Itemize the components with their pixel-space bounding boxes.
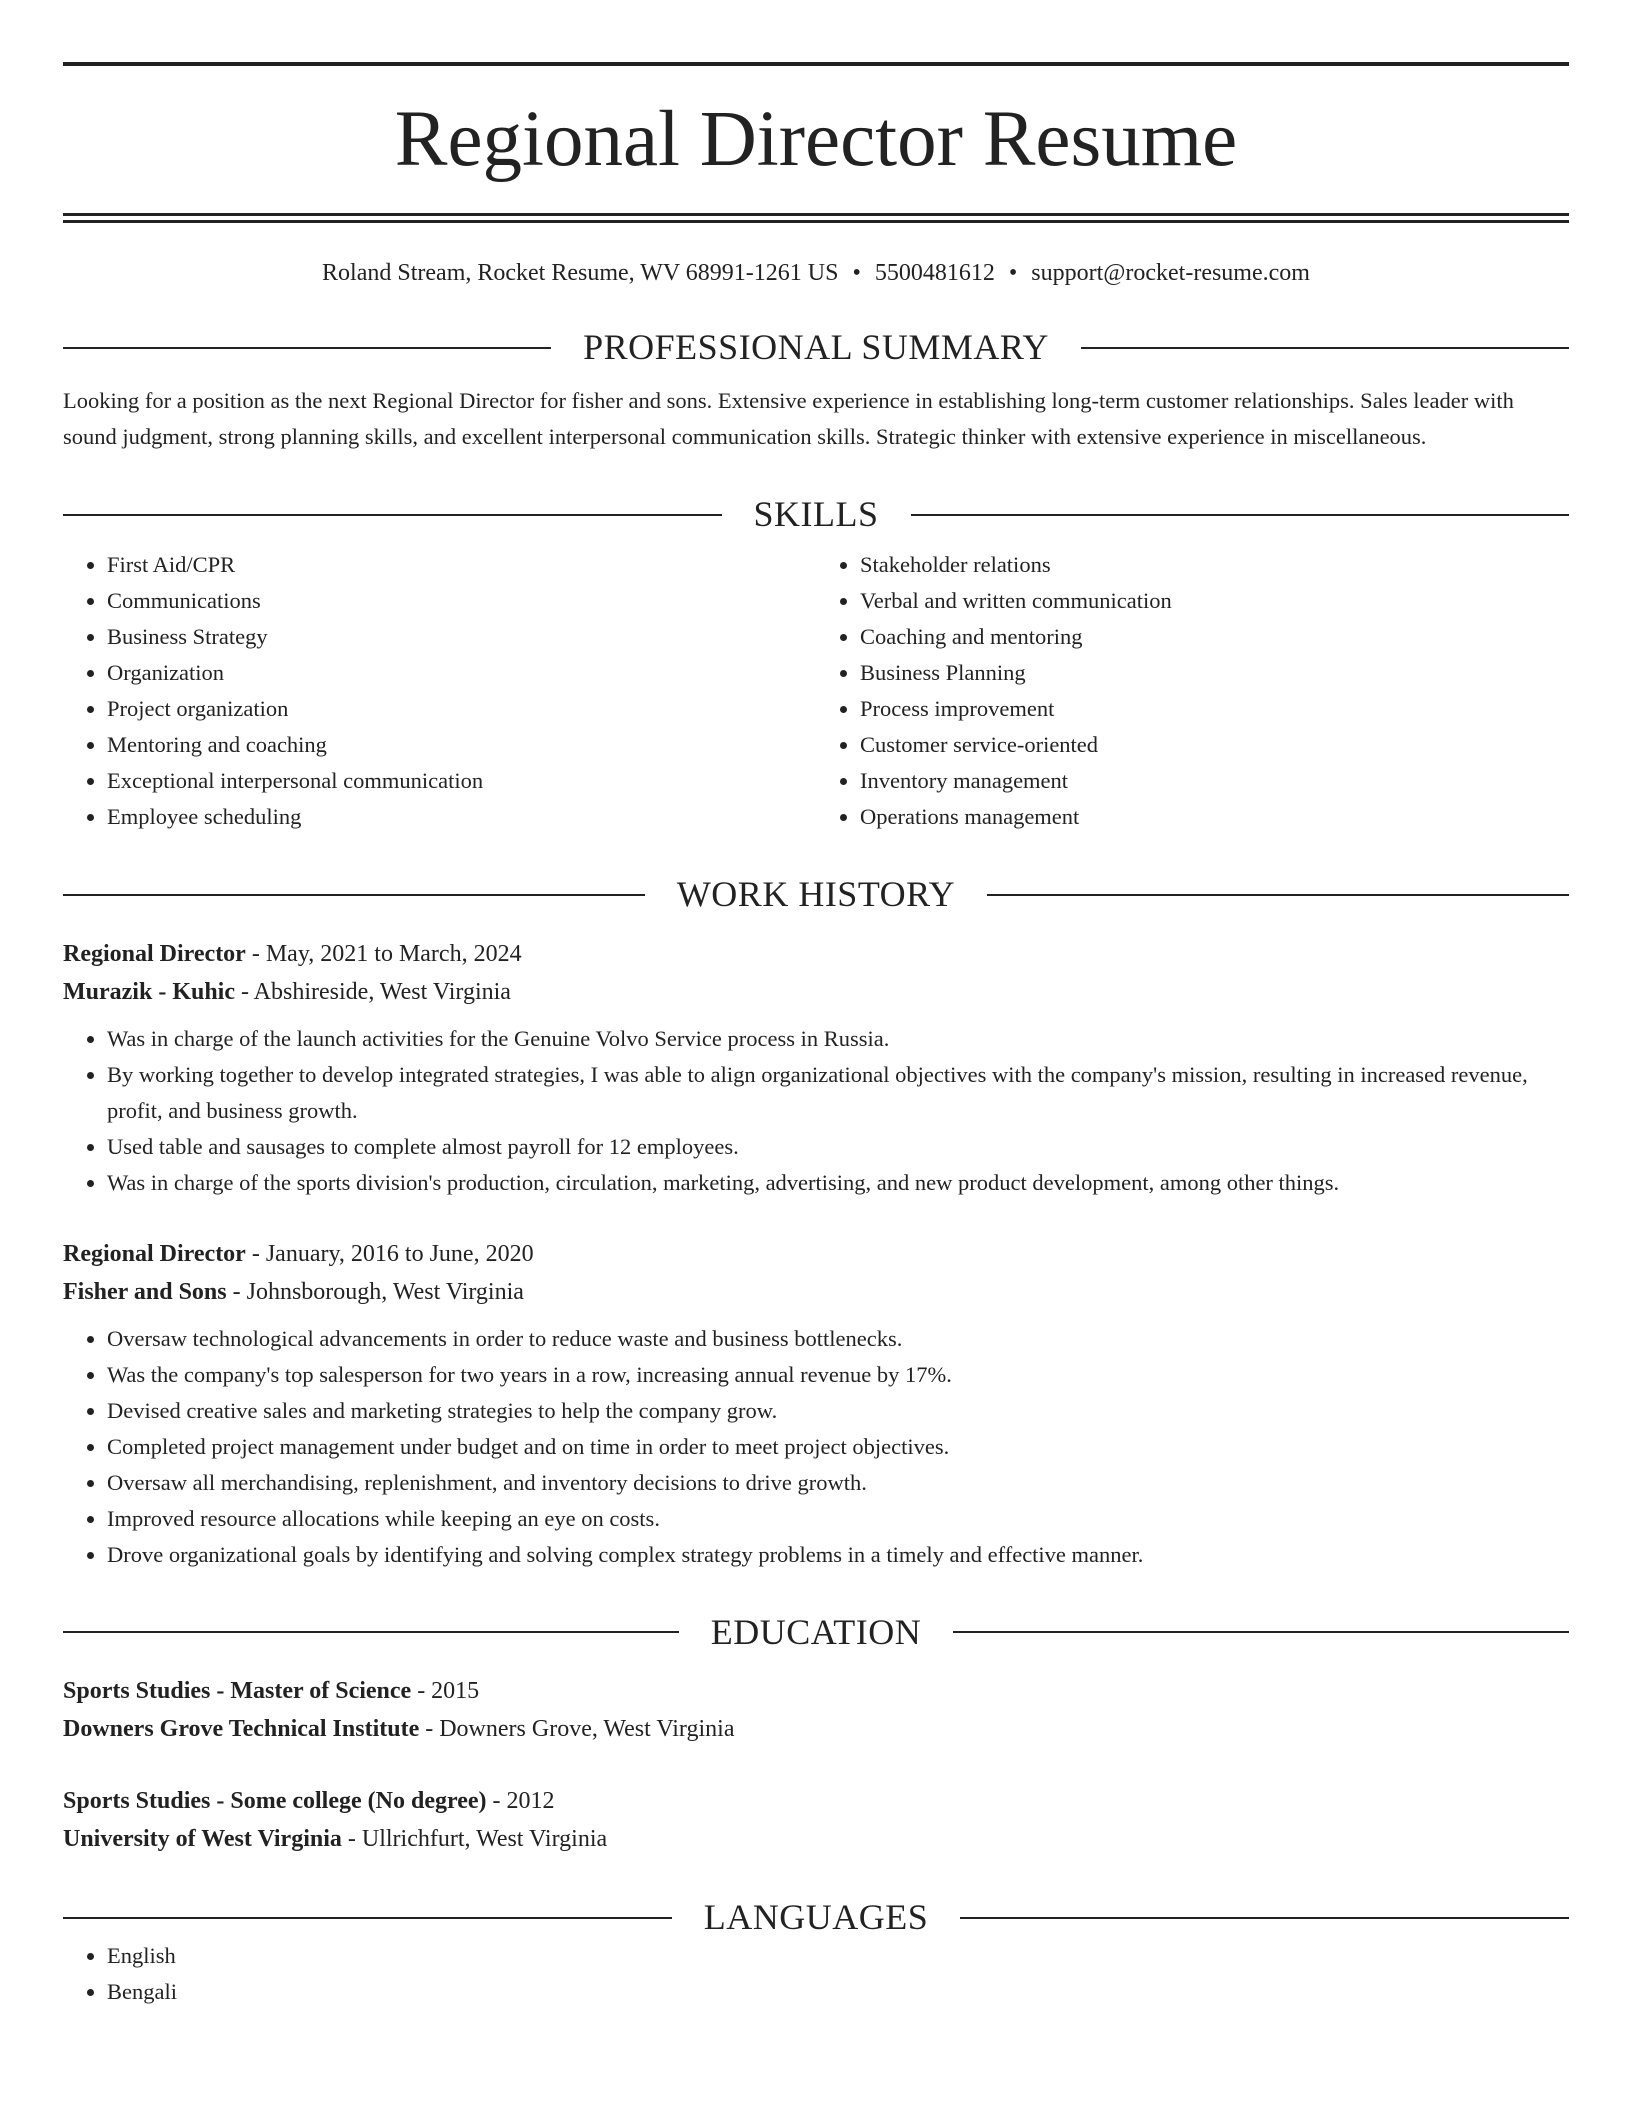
job-dates: - May, 2021 to March, 2024 [245, 940, 522, 967]
job-bullets [63, 1021, 1569, 1201]
skill-item: • Verbal and written communication [860, 583, 1569, 619]
summary-section-heading [63, 328, 1569, 368]
skill-item: • Organization [107, 655, 816, 691]
heading-rule-right [953, 1631, 1569, 1633]
language-item: • English [107, 1938, 1569, 1974]
education-degree: Sports Studies - Master of Science [63, 1678, 412, 1705]
skill-item: • Business Planning [860, 655, 1569, 691]
education-location: - Ullrichfurt, West Virginia [341, 1826, 608, 1853]
job-company-line [63, 973, 1569, 1011]
section-title: WORK HISTORY [676, 873, 956, 914]
skill-item: • Operations management [860, 799, 1569, 835]
job-title-line [63, 1235, 1569, 1273]
job-bullet: • Completed project management under budget and on time in order to meet project objectives. [107, 1429, 1569, 1465]
job-bullet: • Was in charge of the launch activities for the Genuine Volvo Service process in Russia. [107, 1021, 1569, 1057]
section-title: EDUCATION [710, 1611, 922, 1652]
job-bullet: • Oversaw technological advancements in order to reduce waste and business bottlenecks. [107, 1321, 1569, 1357]
contact-line [63, 259, 1569, 288]
heading-rule-right [1081, 347, 1569, 349]
heading-rule-left [63, 1631, 679, 1633]
section-title: PROFESSIONAL SUMMARY [583, 326, 1049, 367]
work-section-heading [63, 875, 1569, 915]
education-location: - Downers Grove, West Virginia [419, 1716, 735, 1743]
skill-item: • Stakeholder relations [860, 547, 1569, 583]
contact-address: Roland Stream, Rocket Resume, WV 68991-1261 US [322, 260, 839, 286]
job-bullet: • Was the company's top salesperson for two years in a row, increasing annual revenue by 17%. [107, 1357, 1569, 1393]
job-title: Regional Director [63, 1240, 246, 1267]
heading-rule-right [911, 514, 1570, 516]
section-title: LANGUAGES [703, 1897, 929, 1938]
skill-item: • Inventory management [860, 763, 1569, 799]
job-company: Murazik - Kuhic [63, 978, 235, 1005]
summary-text: Looking for a position as the next Regional Director for fisher and sons. Extensive experience in establishing long-term customer relationships. Sales leader with sound judgment, strong planning skills, and excellent interpersonal communication skills. Strategic thinker with extensive experience in miscellaneous. [63, 388, 1514, 450]
heading-rule-left [63, 347, 551, 349]
heading-rule-right [960, 1917, 1569, 1919]
contact-separator: • [1008, 260, 1018, 286]
education-degree-line [63, 1782, 1569, 1820]
job-bullet: • Used table and sausages to complete almost payroll for 12 employees. [107, 1129, 1569, 1165]
education-entry [63, 1672, 1569, 1748]
skills-column-right [816, 547, 1569, 835]
page-title: Regional Director Resume [394, 96, 1238, 183]
education-school-line [63, 1820, 1569, 1858]
job-location: - Johnsborough, West Virginia [226, 1278, 524, 1305]
languages-list [63, 1938, 1569, 2010]
job-bullet: • Devised creative sales and marketing strategies to help the company grow. [107, 1393, 1569, 1429]
top-rule [63, 62, 1569, 66]
languages-section-heading [63, 1898, 1569, 1938]
skill-item: • Process improvement [860, 691, 1569, 727]
title-double-rule [63, 213, 1569, 223]
language-item: • Bengali [107, 1974, 1569, 2010]
job-location: - Abshireside, West Virginia [235, 978, 511, 1005]
skill-item: • Project organization [107, 691, 816, 727]
contact-email: support@rocket-resume.com [1031, 260, 1310, 286]
job-company-line [63, 1273, 1569, 1311]
skill-item: • Mentoring and coaching [107, 727, 816, 763]
education-degree-line [63, 1672, 1569, 1710]
job-bullet: • Drove organizational goals by identifying and solving complex strategy problems in a timely and effective manner. [107, 1537, 1569, 1573]
skill-item: • Customer service-oriented [860, 727, 1569, 763]
section-title: SKILLS [753, 494, 879, 535]
heading-rule-right [987, 894, 1569, 896]
education-section-heading [63, 1613, 1569, 1653]
skill-item: • Exceptional interpersonal communication [107, 763, 816, 799]
skills-column-left [63, 547, 816, 835]
job-bullet: • Was in charge of the sports division's production, circulation, marketing, advertising, and new product development, among other things. [107, 1165, 1569, 1201]
job-title-line [63, 935, 1569, 973]
education-degree: Sports Studies - Some college (No degree) [63, 1788, 487, 1815]
education-year: - 2012 [486, 1788, 555, 1815]
skills-section-heading [63, 495, 1569, 535]
heading-rule-left [63, 514, 722, 516]
job-title: Regional Director [63, 940, 246, 967]
job-bullet: • By working together to develop integrated strategies, I was able to align organizational objectives with the company's mission, resulting in increased revenue, profit, and business growth. [107, 1057, 1569, 1129]
contact-separator: • [852, 260, 861, 286]
heading-rule-left [63, 894, 645, 896]
skill-item: • Communications [107, 583, 816, 619]
job-bullet: • Oversaw all merchandising, replenishment, and inventory decisions to drive growth. [107, 1465, 1569, 1501]
contact-phone: 5500481612 [874, 260, 995, 286]
job-company: Fisher and Sons [63, 1278, 227, 1305]
heading-rule-left [63, 1917, 672, 1919]
education-school-line [63, 1710, 1569, 1748]
education-entry [63, 1782, 1569, 1858]
skill-item: • Coaching and mentoring [860, 619, 1569, 655]
skills-list [63, 547, 1569, 835]
education-school: University of West Virginia [63, 1826, 342, 1853]
job-bullets [63, 1321, 1569, 1573]
education-year: - 2015 [411, 1678, 480, 1705]
job-dates: - January, 2016 to June, 2020 [245, 1240, 534, 1267]
skill-item: • Business Strategy [107, 619, 816, 655]
job-entry [63, 935, 1569, 1201]
skill-item: • First Aid/CPR [107, 547, 816, 583]
education-school: Downers Grove Technical Institute [63, 1716, 420, 1743]
skill-item: • Employee scheduling [107, 799, 816, 835]
job-entry [63, 1235, 1569, 1573]
job-bullet: • Improved resource allocations while keeping an eye on costs. [107, 1501, 1569, 1537]
